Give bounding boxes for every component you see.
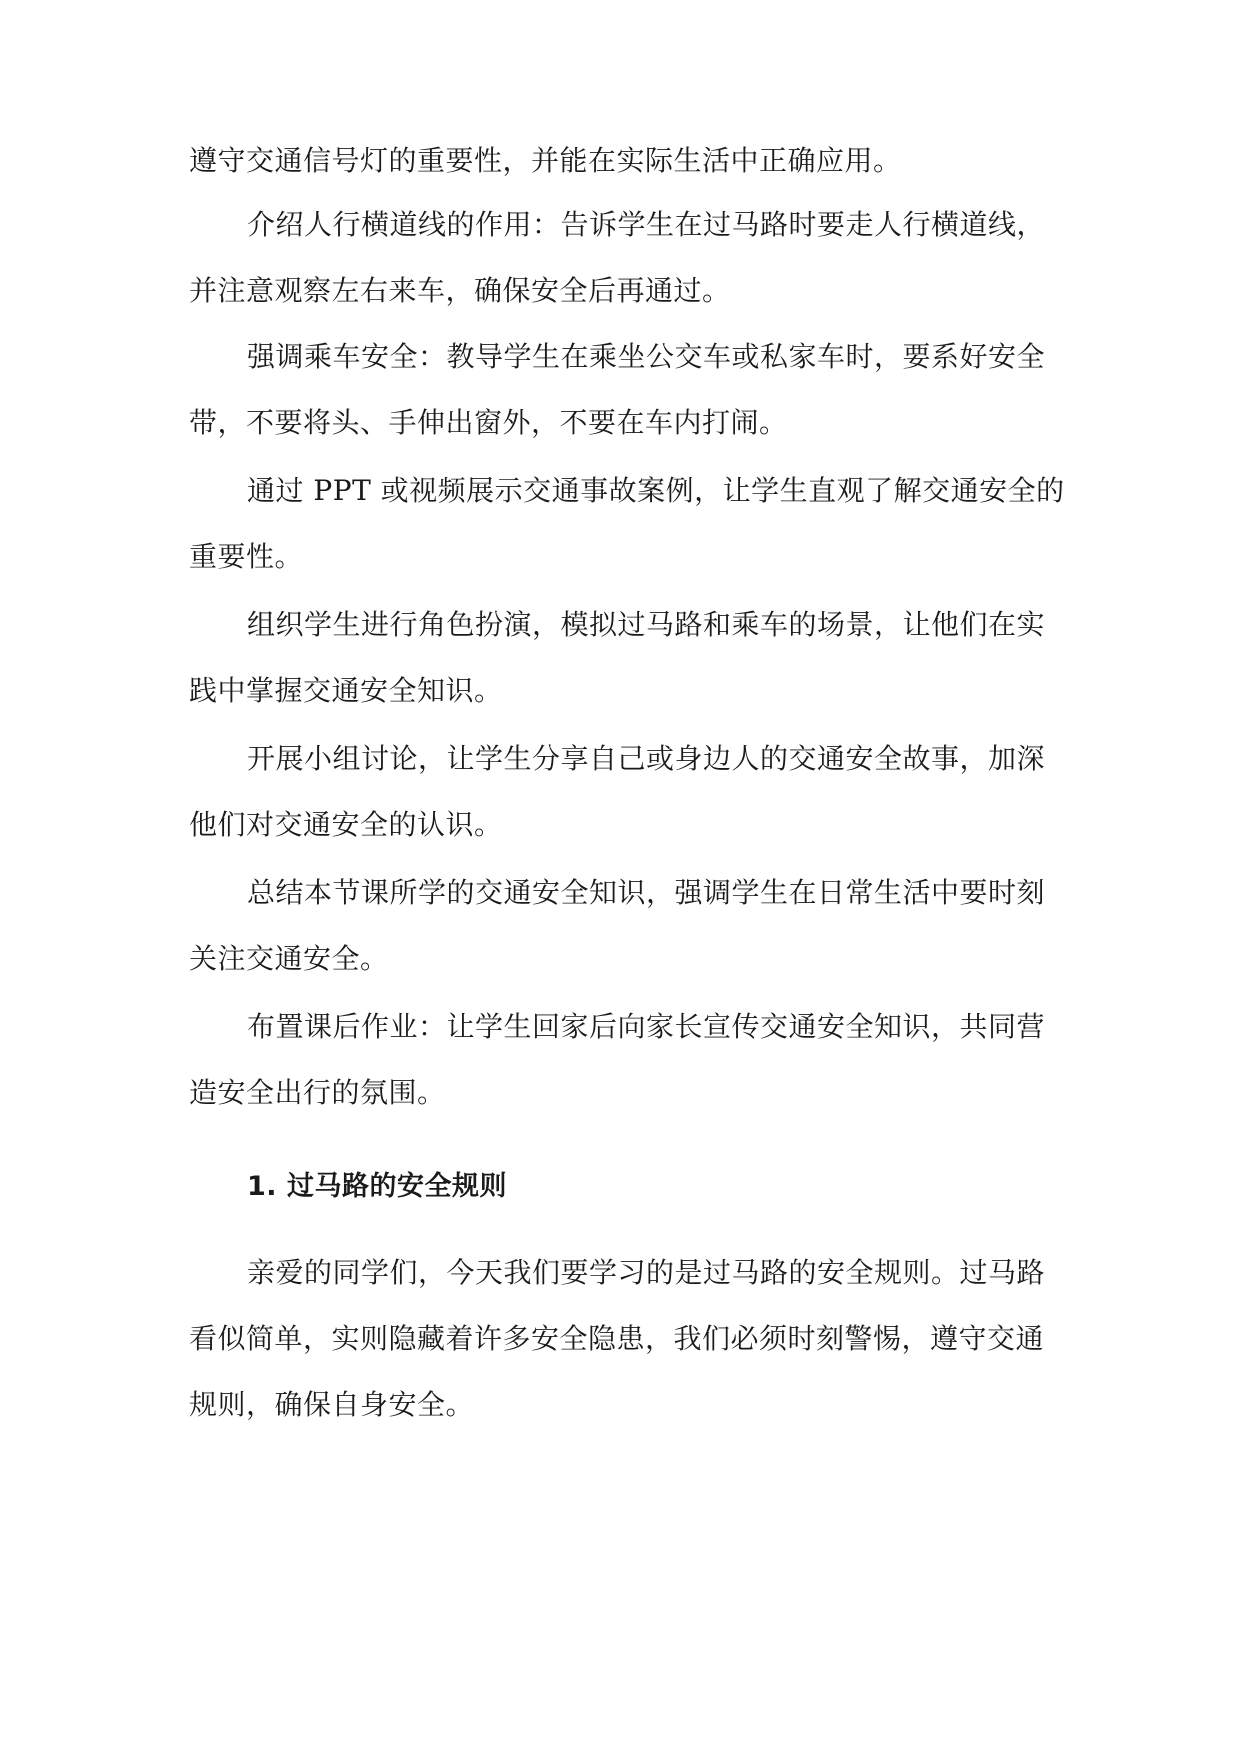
paragraph-line: 带，不要将头、手伸出窗外，不要在车内打闹。 (189, 406, 788, 439)
paragraph-line: 践中掌握交通安全知识。 (189, 674, 503, 707)
paragraph-line: 总结本节课所学的交通安全知识，强调学生在日常生活中要时刻 (247, 876, 1046, 909)
paragraph-line: 开展小组讨论，让学生分享自己或身边人的交通安全故事，加深 (247, 742, 1046, 775)
paragraph-line: 造安全出行的氛围。 (189, 1076, 446, 1109)
paragraph-line: 组织学生进行角色扮演，模拟过马路和乘车的场景，让他们在实 (247, 608, 1046, 641)
paragraph (189, 870, 1057, 982)
paragraph-line: 并注意观察左右来车，确保安全后再通过。 (189, 274, 731, 307)
paragraph-line: 通过 PPT 或视频展示交通事故案例，让学生直观了解交通安全的 (247, 474, 1065, 507)
paragraph-line: 强调乘车安全：教导学生在乘坐公交车或私家车时，要系好安全 (247, 340, 1046, 373)
paragraph (189, 202, 1057, 314)
paragraph-line: 看似简单，实则隐藏着许多安全隐患，我们必须时刻警惕，遵守交通 (189, 1322, 1045, 1355)
paragraph-line: 规则，确保自身安全。 (189, 1388, 475, 1421)
paragraph-line: 遵守交通信号灯的重要性，并能在实际生活中正确应用。 (189, 144, 902, 177)
paragraph (189, 1004, 1057, 1116)
paragraph-line: 介绍人行横道线的作用：告诉学生在过马路时要走人行横道线， (247, 208, 1046, 241)
paragraph-line: 布置课后作业：让学生回家后向家长宣传交通安全知识，共同营 (247, 1010, 1046, 1043)
paragraph (189, 334, 1057, 446)
paragraph (189, 602, 1057, 714)
paragraph (189, 468, 1065, 580)
paragraph-line: 他们对交通安全的认识。 (189, 808, 503, 841)
paragraph (189, 138, 902, 184)
paragraph (189, 1250, 1057, 1428)
section-heading: 1. 过马路的安全规则 (247, 1171, 507, 1202)
paragraph (189, 736, 1057, 848)
paragraph-line: 关注交通安全。 (189, 942, 389, 975)
paragraph-line: 亲爱的同学们，今天我们要学习的是过马路的安全规则。过马路 (247, 1256, 1046, 1289)
paragraph-line: 重要性。 (189, 540, 304, 573)
